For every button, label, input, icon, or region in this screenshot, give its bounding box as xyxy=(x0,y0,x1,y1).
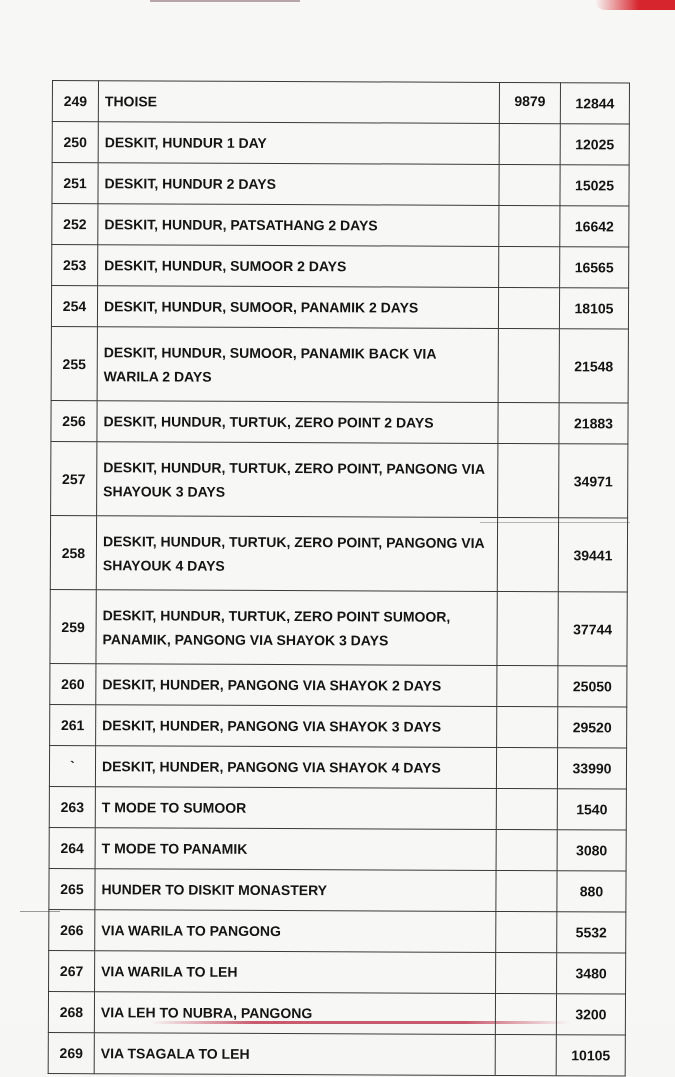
destination-cell: T MODE TO SUMOOR xyxy=(95,787,496,830)
altitude-cell xyxy=(496,788,557,829)
row-number: 252 xyxy=(52,204,98,245)
rate-table xyxy=(48,80,630,1077)
row-number: 265 xyxy=(49,868,95,909)
altitude-cell xyxy=(495,1034,556,1075)
row-number: 250 xyxy=(52,122,98,163)
table-row xyxy=(51,326,628,403)
table-row xyxy=(52,122,629,166)
row-number: 253 xyxy=(52,245,98,286)
destination-cell: VIA WARILA TO LEH xyxy=(95,951,496,994)
altitude-cell xyxy=(497,665,558,706)
row-number: 260 xyxy=(50,663,96,704)
destination-cell: DESKIT, HUNDUR, SUMOOR, PANAMIK 2 DAYS xyxy=(97,286,498,329)
price-cell: 12844 xyxy=(560,83,629,124)
price-cell: 10105 xyxy=(556,1035,625,1076)
table-row xyxy=(49,950,626,994)
destination-cell: DESKIT, HUNDUR, PATSATHANG 2 DAYS xyxy=(98,204,499,247)
row-number: 264 xyxy=(49,827,95,868)
price-cell: 3480 xyxy=(557,953,626,994)
altitude-cell xyxy=(496,829,557,870)
altitude-cell xyxy=(498,402,559,443)
table-row xyxy=(51,286,628,330)
price-cell: 1540 xyxy=(557,789,626,830)
price-cell: 33990 xyxy=(557,748,626,789)
row-number: 269 xyxy=(48,1032,94,1073)
price-cell: 15025 xyxy=(560,165,629,206)
top-edge-mark xyxy=(150,0,300,2)
row-number: 256 xyxy=(51,400,97,441)
row-number: 259 xyxy=(50,589,96,663)
altitude-cell xyxy=(496,747,557,788)
price-cell: 39441 xyxy=(558,518,627,592)
table-row xyxy=(49,909,626,953)
table-row xyxy=(49,786,626,830)
price-cell: 16642 xyxy=(560,206,629,247)
destination-cell: DESKIT, HUNDUR 1 DAY xyxy=(98,122,499,165)
altitude-cell xyxy=(495,993,556,1034)
row-number: 254 xyxy=(51,286,97,327)
destination-cell: VIA WARILA TO PANGONG xyxy=(95,910,496,953)
destination-cell: DESKIT, HUNDUR, TURTUK, ZERO POINT, PANGONG VIA SHAYOUK 3 DAYS xyxy=(97,442,498,518)
table-row xyxy=(51,400,628,444)
price-cell: 16565 xyxy=(560,247,629,288)
altitude-cell xyxy=(499,205,560,246)
altitude-cell xyxy=(499,164,560,205)
destination-cell: DESKIT, HUNDER, PANGONG VIA SHAYOK 4 DAYS xyxy=(95,746,496,789)
row-number: 257 xyxy=(51,441,97,515)
altitude-cell xyxy=(496,870,557,911)
row-number: 268 xyxy=(48,991,94,1032)
table-row xyxy=(51,441,628,518)
corner-red-mark xyxy=(595,0,675,10)
destination-cell: DESKIT, HUNDUR, SUMOOR 2 DAYS xyxy=(98,245,499,288)
row-number: 255 xyxy=(51,326,97,400)
table-row xyxy=(52,81,629,125)
destination-cell: T MODE TO PANAMIK xyxy=(95,828,496,871)
altitude-cell xyxy=(499,246,560,287)
destination-cell: THOISE xyxy=(98,81,499,124)
altitude-cell xyxy=(497,706,558,747)
price-cell: 34971 xyxy=(559,444,628,518)
row-number: 258 xyxy=(50,515,96,589)
row-number: 266 xyxy=(49,909,95,950)
destination-cell: VIA LEH TO NUBRA, PANGONG xyxy=(94,992,495,1035)
destination-cell: DESKIT, HUNDER, PANGONG VIA SHAYOK 3 DAYS xyxy=(96,705,497,748)
destination-cell: HUNDER TO DISKIT MONASTERY xyxy=(95,869,496,912)
altitude-cell xyxy=(498,328,559,402)
altitude-cell xyxy=(497,591,558,665)
table-row xyxy=(50,663,627,707)
price-cell: 37744 xyxy=(558,592,627,666)
table-row xyxy=(49,868,626,912)
price-cell: 12025 xyxy=(560,124,629,165)
destination-cell: DESKIT, HUNDUR, TURTUK, ZERO POINT 2 DAYS xyxy=(97,401,498,444)
destination-cell: DESKIT, HUNDUR, TURTUK, ZERO POINT SUMOOR, PANAMIK, PANGONG VIA SHAYOK 3 DAYS xyxy=(96,590,497,666)
row-number: 261 xyxy=(50,704,96,745)
price-cell: 5532 xyxy=(557,912,626,953)
price-cell: 3200 xyxy=(556,994,625,1035)
altitude-cell xyxy=(496,952,557,993)
price-cell: 3080 xyxy=(557,830,626,871)
price-cell: 18105 xyxy=(559,288,628,329)
altitude-cell xyxy=(497,517,558,591)
price-cell: 21883 xyxy=(559,403,628,444)
price-cell: 29520 xyxy=(558,707,627,748)
altitude-cell xyxy=(498,443,559,517)
table-row xyxy=(48,991,625,1035)
table-row xyxy=(52,163,629,207)
row-number: ` xyxy=(49,745,95,786)
destination-cell: DESKIT, HUNDUR 2 DAYS xyxy=(98,163,499,206)
table-row xyxy=(49,827,626,871)
table-row xyxy=(50,704,627,748)
row-number: 263 xyxy=(49,786,95,827)
row-number: 251 xyxy=(52,163,98,204)
table-row xyxy=(50,589,627,666)
price-cell: 880 xyxy=(557,871,626,912)
table-row xyxy=(49,745,626,789)
price-cell: 25050 xyxy=(558,666,627,707)
destination-cell: DESKIT, HUNDUR, TURTUK, ZERO POINT, PANGONG VIA SHAYOUK 4 DAYS xyxy=(96,516,497,592)
destination-cell: VIA TSAGALA TO LEH xyxy=(94,1033,495,1076)
table-row xyxy=(48,1032,625,1076)
altitude-cell xyxy=(499,123,560,164)
row-number: 267 xyxy=(49,950,95,991)
altitude-cell xyxy=(496,911,557,952)
destination-cell: DESKIT, HUNDER, PANGONG VIA SHAYOK 2 DAYS xyxy=(96,664,497,707)
altitude-cell: 9879 xyxy=(499,82,560,123)
price-cell: 21548 xyxy=(559,329,628,403)
row-number: 249 xyxy=(52,81,98,122)
table-row xyxy=(52,245,629,289)
table-row xyxy=(52,204,629,248)
destination-cell: DESKIT, HUNDUR, SUMOOR, PANAMIK BACK VIA WARILA 2 DAYS xyxy=(97,327,498,403)
table-row xyxy=(50,515,627,592)
altitude-cell xyxy=(498,287,559,328)
